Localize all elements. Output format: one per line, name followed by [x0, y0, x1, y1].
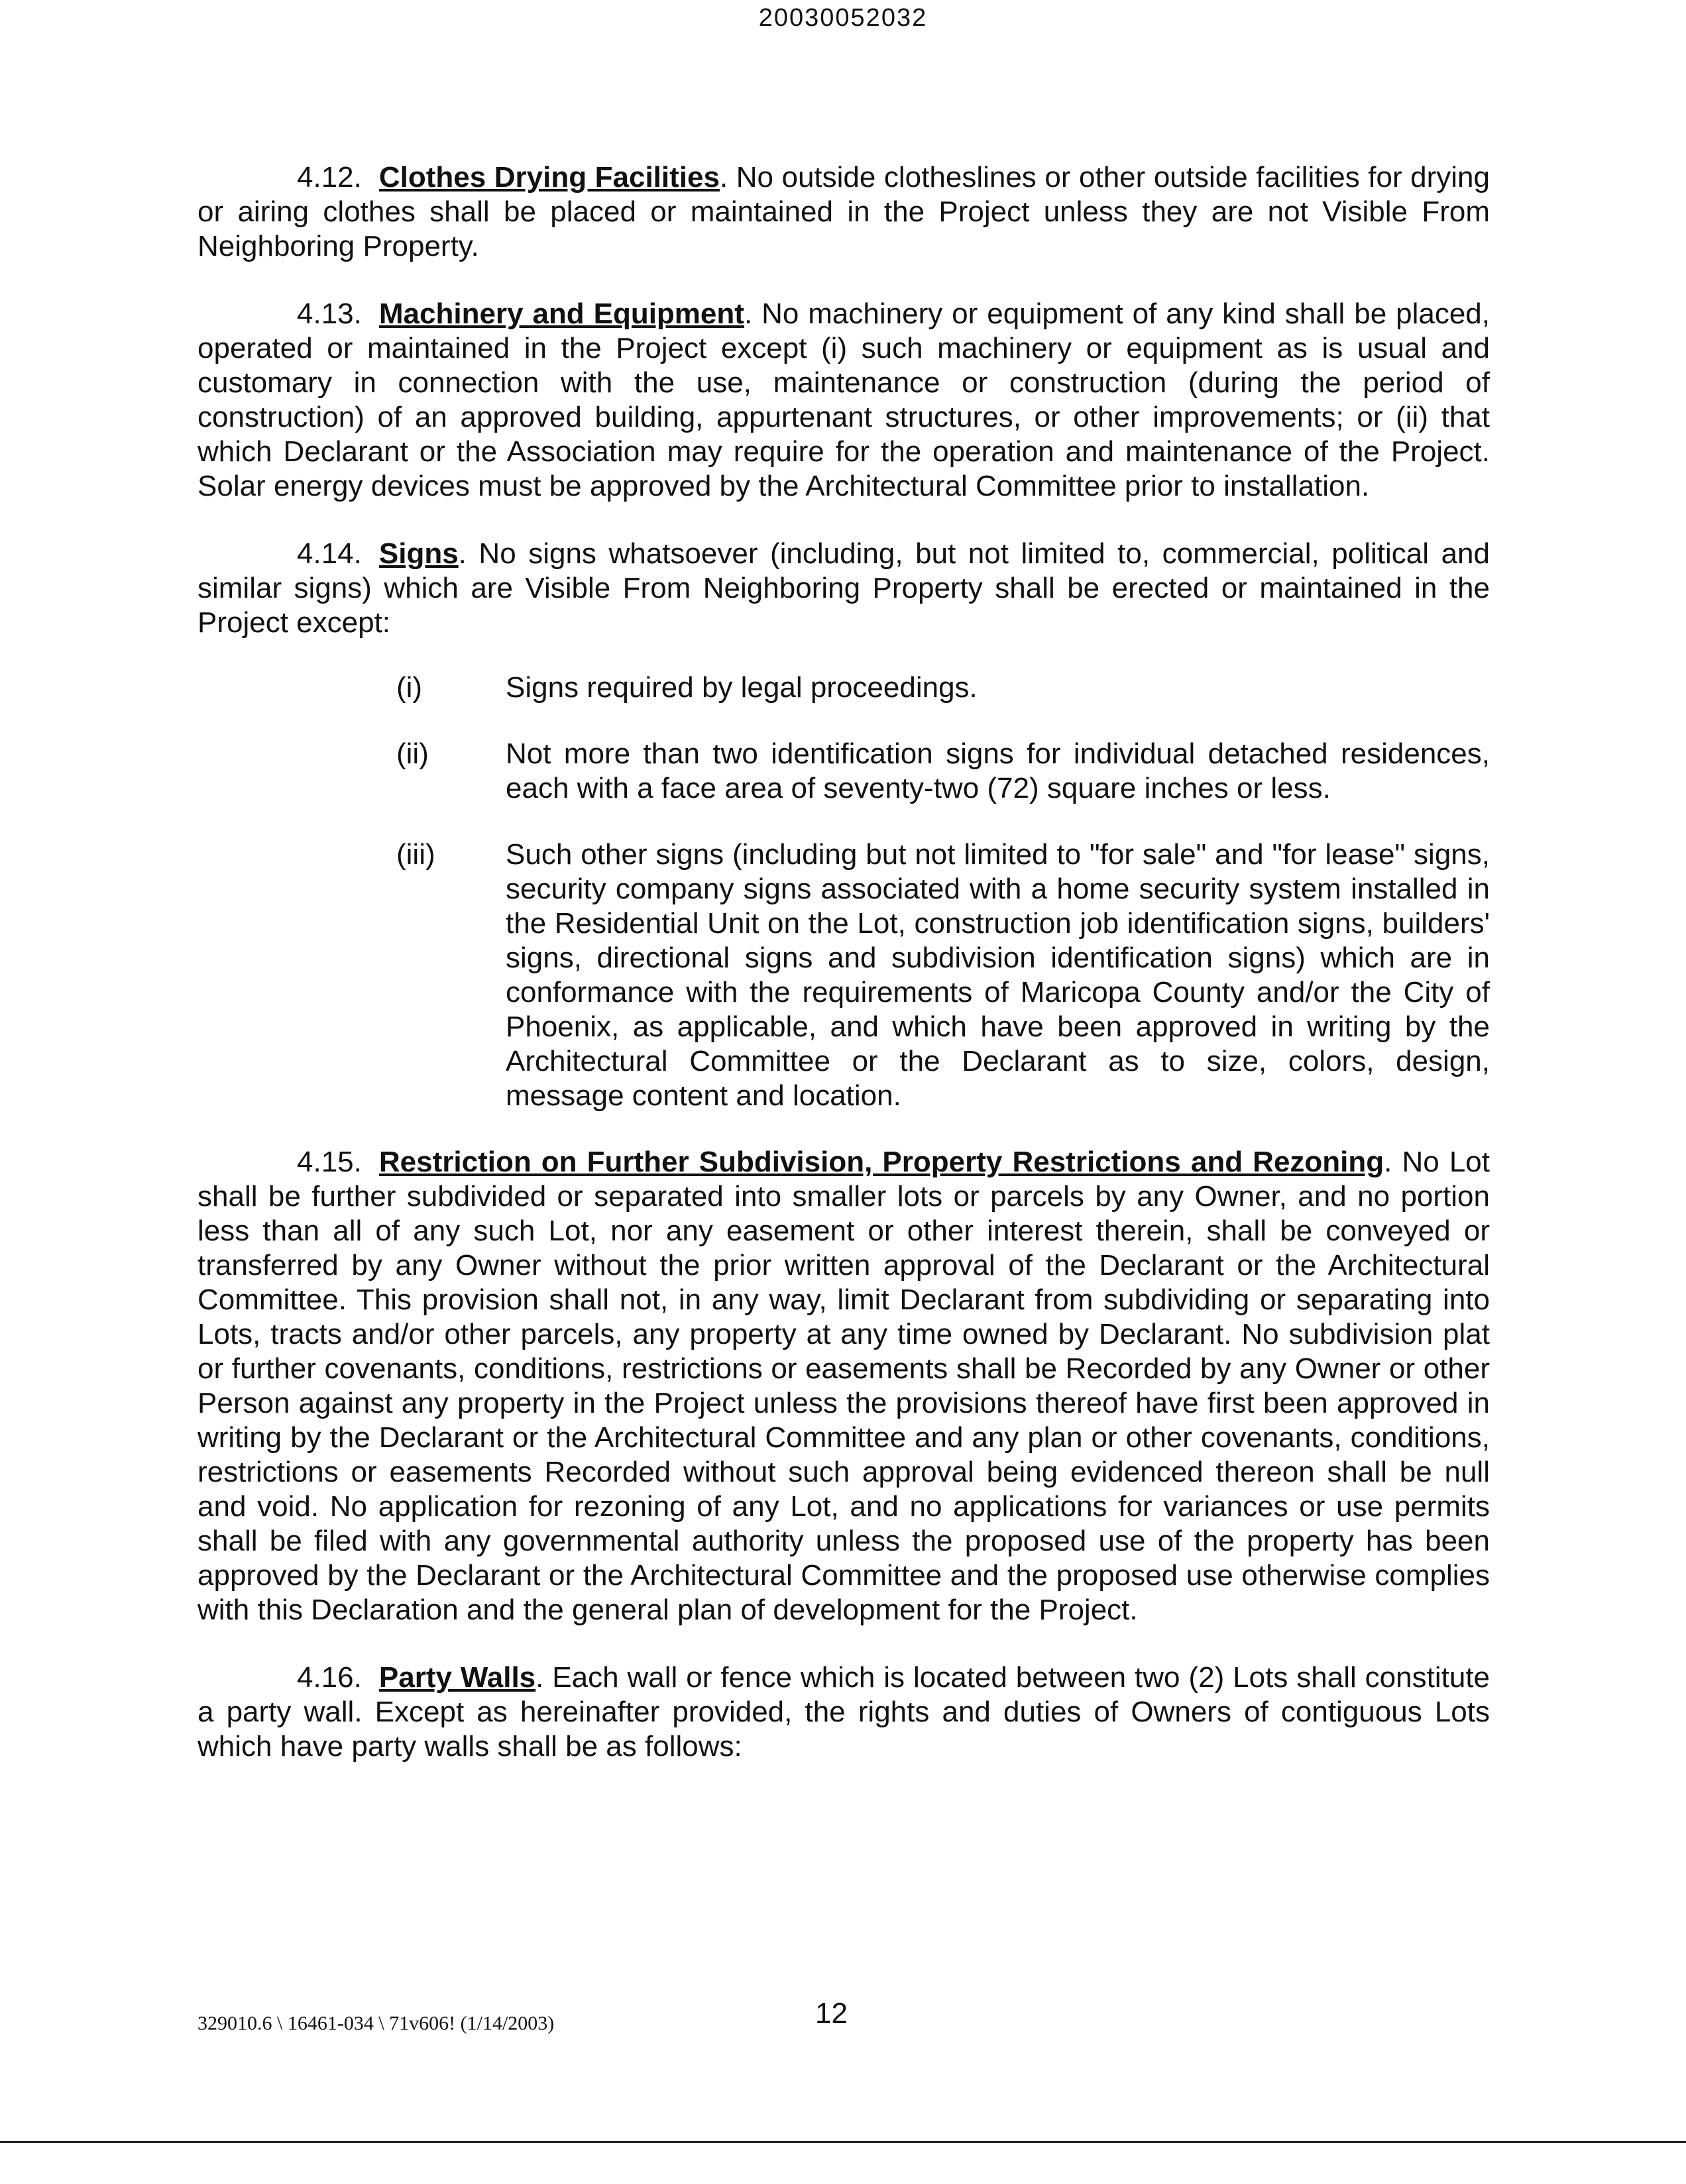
list-item-text: Signs required by legal proceedings.: [506, 671, 978, 704]
list-item-number: (ii): [396, 737, 429, 770]
section-text: . No Lot shall be further subdivided or separated into smaller lots or parcels by any Owner, and no portion less than all of any such Lot, nor any easement or other interest therein, shall be conveyed or transferred by any Owner without the prior written approval of the Declarant or the Architectural Committee. This provision shall not, in any way, limit Declarant from subdividing or separating into Lots, tracts and/or other parcels, any property at any time owned by Declarant. No subdivision plat or further covenants, conditions, restrictions or easements shall be Recorded by any Owner or other Person against any property in the Project unless the provisions thereof have first been approved in writing by the Declarant or the Architectural Committee and any plan or other covenants, conditions, restrictions or easements Recorded without such approval being evidenced thereon shall be null and void. No application for rezoning of any Lot, and no applications for variances or use permits shall be filed with any governmental authority unless the proposed use of the property has been approved by the Declarant or the Architectural Committee and the proposed use otherwise complies with this Declaration and the general plan of development for the Project.: [197, 1146, 1490, 1626]
list-item-number: (iii): [396, 838, 435, 871]
section-number: 4.16.: [297, 1661, 362, 1694]
section-heading: Signs: [378, 537, 459, 570]
list-item: [197, 737, 1490, 806]
document-body: [197, 160, 1490, 1797]
section-heading: Machinery and Equipment: [378, 298, 744, 330]
section-heading: Restriction on Further Subdivision, Property Restrictions and Rezoning: [378, 1146, 1384, 1178]
section-heading: Clothes Drying Facilities: [378, 161, 720, 193]
scan-edge-line: [0, 2141, 1686, 2143]
list-item-text: Not more than two identification signs for individual detached residences, each with a face area of seventy-two (72) square inches or less.: [506, 737, 1490, 804]
section-4-14: [197, 537, 1490, 640]
list-item: [197, 671, 1490, 705]
section-number: 4.15.: [297, 1146, 362, 1178]
document-id: 20030052032: [758, 4, 928, 32]
section-number: 4.14.: [297, 537, 362, 570]
section-text: . No machinery or equipment of any kind shall be placed, operated or maintained in the Project except (i) such machinery or equipment as is usual and customary in connection with the use, maintenance or construction (during the period of construction) of an approved building, appurtenant structures, or other improvements; or (ii) that which Declarant or the Association may require for the operation and maintenance of the Project. Solar energy devices must be approved by the Architectural Committee prior to installation.: [197, 298, 1490, 502]
section-4-15: [197, 1145, 1490, 1627]
document-reference: 329010.6 \ 16461-034 \ 71v606! (1/14/2003): [197, 2012, 555, 2034]
section-number: 4.13.: [297, 298, 362, 330]
section-text: . Each wall or fence which is located between two (2) Lots shall constitute a party wall. Except as hereinafter provided, the rights and duties of Owners of contiguous Lots which have party walls shall be as follows:: [197, 1661, 1490, 1763]
list-item-number: (i): [396, 671, 423, 704]
section-4-13: [197, 297, 1490, 504]
section-text: . No outside clotheslines or other outside facilities for drying or airing clothes shall be placed or maintained in the Project unless they are not Visible From Neighboring Property.: [197, 161, 1490, 262]
section-number: 4.12.: [297, 161, 362, 193]
section-4-12: [197, 160, 1490, 264]
section-4-16: [197, 1661, 1490, 1764]
section-heading: Party Walls: [378, 1661, 536, 1694]
section-text: . No signs whatsoever (including, but not limited to, commercial, political and similar signs) which are Visible From Neighboring Property shall be erected or maintained in the Project except:: [197, 537, 1490, 639]
list-item-text: Such other signs (including but not limited to "for sale" and "for lease" signs, security company signs associated with a home security system installed in the Residential Unit on the Lot, construction job identification signs, builders' signs, directional signs and subdivision identification signs) which are in conformance with the requirements of Maricopa County and/or the City of Phoenix, as applicable, and which have been approved in writing by the Architectural Committee or the Declarant as to size, colors, design, message content and location.: [506, 838, 1490, 1112]
page-number: 12: [815, 1997, 848, 2030]
signs-exception-list: [197, 671, 1490, 1113]
list-item: [197, 838, 1490, 1113]
